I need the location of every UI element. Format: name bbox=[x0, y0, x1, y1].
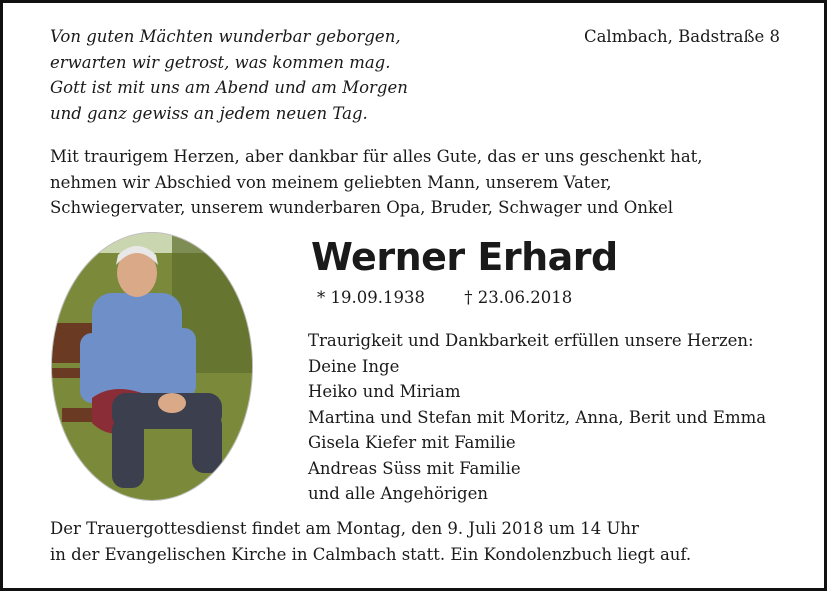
mourners-line: Martina und Stefan mit Moritz, Anna, Berit und Emma bbox=[308, 407, 767, 427]
intro-text bbox=[50, 144, 703, 221]
service-line: in der Evangelischen Kirche in Calmbach statt. Ein Kondolenzbuch liegt auf. bbox=[50, 544, 692, 564]
poem-line: erwarten wir getrost, was kommen mag. bbox=[50, 52, 391, 72]
mourners-line: Deine Inge bbox=[308, 356, 400, 376]
birth-date: * 19.09.1938 bbox=[317, 288, 425, 307]
portrait-illustration bbox=[52, 233, 252, 500]
life-dates bbox=[317, 287, 572, 309]
intro-line: nehmen wir Abschied von meinem geliebten Mann, unserem Vater, bbox=[50, 172, 612, 192]
poem-line: Gott ist mit uns am Abend und am Morgen bbox=[50, 78, 408, 97]
mourners-line: Heiko und Miriam bbox=[308, 382, 461, 401]
mourners-line: Andreas Süss mit Familie bbox=[308, 458, 521, 478]
service-info bbox=[50, 516, 691, 567]
mourners-list bbox=[308, 328, 766, 507]
portrait-photo bbox=[52, 233, 252, 500]
service-line: Der Trauergottesdienst findet am Montag, den 9. Juli 2018 um 14 Uhr bbox=[50, 519, 639, 538]
mourners-line: und alle Angehörigen bbox=[308, 484, 489, 503]
family-address: Calmbach, Badstraße 8 bbox=[583, 27, 780, 46]
poem bbox=[50, 24, 408, 126]
intro-line: Mit traurigem Herzen, aber dankbar für alles Gute, das er uns geschenkt hat, bbox=[50, 147, 703, 166]
poem-line: Von guten Mächten wunderbar geborgen, bbox=[50, 27, 401, 46]
mourners-line: Gisela Kiefer mit Familie bbox=[308, 433, 516, 452]
intro-line: Schwiegervater, unserem wunderbaren Opa, Bruder, Schwager und Onkel bbox=[50, 198, 674, 217]
mourners-line: Traurigkeit und Dankbarkeit erfüllen unsere Herzen: bbox=[308, 331, 754, 350]
death-date: † 23.06.2018 bbox=[464, 288, 573, 307]
deceased-name: Werner Erhard bbox=[311, 235, 618, 279]
poem-line: und ganz gewiss an jedem neuen Tag. bbox=[50, 103, 368, 123]
